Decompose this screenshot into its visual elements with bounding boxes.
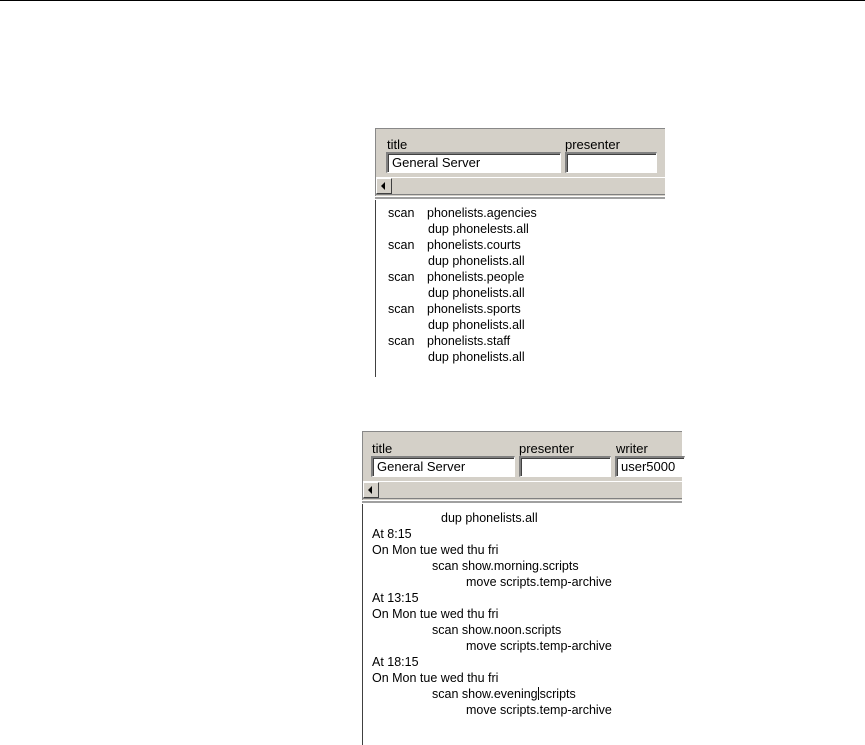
script-line: move scripts.temp-archive xyxy=(466,703,612,717)
title-label: title xyxy=(387,137,408,152)
script-line: At 18:15 xyxy=(372,655,419,669)
title-field[interactable]: General Server xyxy=(386,152,561,173)
script-line: At 8:15 xyxy=(372,527,412,541)
panel-divider xyxy=(375,197,665,199)
horizontal-scrollbar[interactable] xyxy=(363,481,682,499)
script-editor-panel-2 xyxy=(362,431,682,745)
script-text-area[interactable] xyxy=(375,200,665,377)
script-line: dup phonelists.all xyxy=(441,511,538,525)
script-line: On Mon tue wed thu fri xyxy=(372,671,499,685)
presenter-field[interactable] xyxy=(565,152,657,173)
script-line: dup phonelists.all xyxy=(428,350,525,364)
script-line: dup phonelists.all xyxy=(428,254,525,268)
scroll-left-arrow-icon[interactable] xyxy=(363,482,379,498)
script-line: scan xyxy=(388,270,415,284)
title-label: title xyxy=(372,441,393,456)
panel-2-header xyxy=(362,431,682,500)
script-line: scan xyxy=(388,302,415,316)
presenter-label: presenter xyxy=(519,441,574,456)
script-line-with-cursor xyxy=(432,686,576,702)
script-line: On Mon tue wed thu fri xyxy=(372,543,499,557)
script-line: scan show.morning.scripts xyxy=(432,559,579,573)
script-editor-panel-1 xyxy=(375,128,665,377)
script-line: scan show.noon.scripts xyxy=(432,623,562,637)
script-line: dup phonelests.all xyxy=(428,222,529,236)
presenter-label: presenter xyxy=(565,137,620,152)
script-line-tail: scripts xyxy=(539,687,576,701)
script-line: On Mon tue wed thu fri xyxy=(372,607,499,621)
script-line: phonelists.staff xyxy=(427,334,511,348)
writer-field[interactable]: user5000 xyxy=(615,456,685,477)
script-line: scan xyxy=(388,238,415,252)
script-line: phonelists.courts xyxy=(427,238,521,252)
script-line: scan xyxy=(388,206,415,220)
script-line: At 13:15 xyxy=(372,591,419,605)
script-line-head: scan show.evening xyxy=(432,687,538,701)
writer-label: writer xyxy=(616,441,648,456)
script-line: dup phonelists.all xyxy=(428,286,525,300)
horizontal-scrollbar[interactable] xyxy=(376,177,665,195)
script-line: move scripts.temp-archive xyxy=(466,639,612,653)
top-rule xyxy=(0,0,865,1)
panel-1-header xyxy=(375,128,665,196)
script-text-area[interactable] xyxy=(362,504,682,745)
script-line: phonelists.agencies xyxy=(427,206,537,220)
script-line: scan xyxy=(388,334,415,348)
script-line: phonelists.people xyxy=(427,270,525,284)
script-line: dup phonelists.all xyxy=(428,318,525,332)
title-field[interactable]: General Server xyxy=(371,456,515,477)
scroll-left-arrow-icon[interactable] xyxy=(376,178,392,194)
presenter-field[interactable] xyxy=(519,456,611,477)
script-line: move scripts.temp-archive xyxy=(466,575,612,589)
script-line: phonelists.sports xyxy=(427,302,521,316)
panel-divider xyxy=(362,501,682,503)
